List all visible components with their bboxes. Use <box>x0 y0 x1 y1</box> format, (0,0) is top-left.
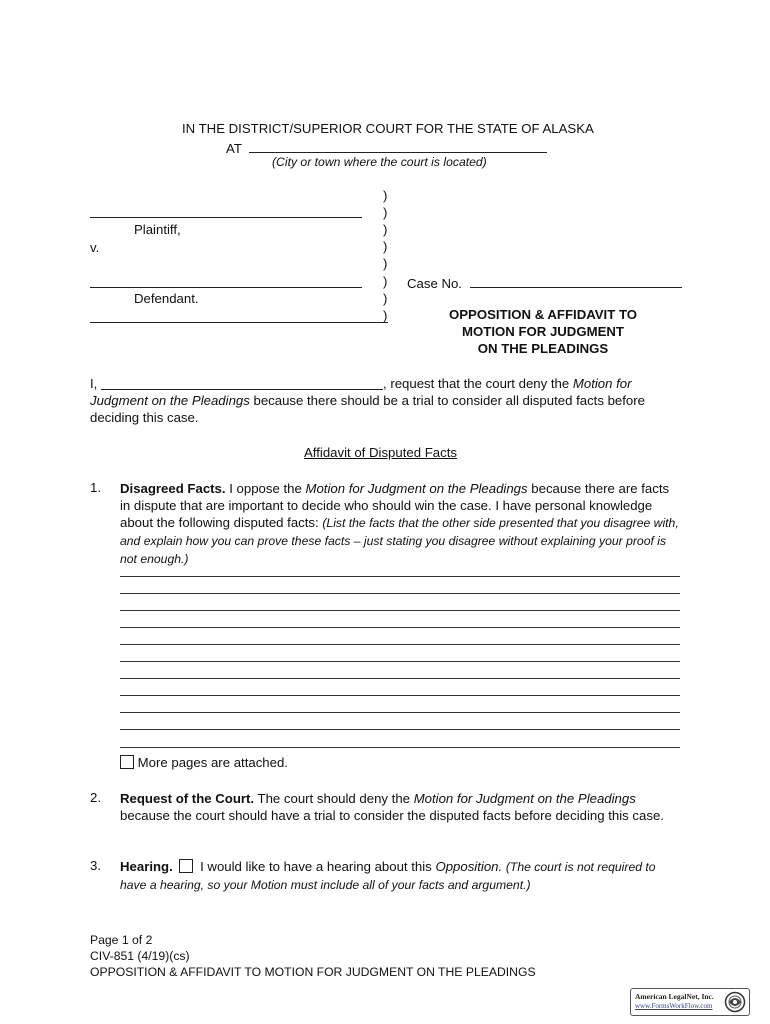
section3-opposition: Opposition. <box>435 859 503 874</box>
publisher-emblem-icon <box>724 991 746 1013</box>
disputed-facts-line[interactable] <box>120 644 680 645</box>
footer-page-number: Page 1 of 2 <box>90 933 153 947</box>
publisher-name: American LegalNet, Inc. <box>635 992 714 1001</box>
title-line-2: MOTION FOR JUDGMENT <box>462 324 624 339</box>
footer <box>90 932 536 980</box>
more-pages-label: More pages are attached. <box>137 755 288 770</box>
title-line-3: ON THE PLEADINGS <box>477 341 609 356</box>
hearing-checkbox[interactable] <box>179 859 193 873</box>
section1-text-a: I oppose the <box>229 481 302 496</box>
section3-paragraph <box>120 858 682 894</box>
section1-instructions: (List the facts that the other side presented that you disagree with, and explain how you can prove these facts – just stating you disagree without explaining your proof is not enough.) <box>120 516 679 566</box>
at-label: AT <box>226 141 242 156</box>
caption-paren: ) <box>383 188 388 203</box>
section3-heading: Hearing. <box>120 859 173 874</box>
section1-heading: Disagreed Facts. <box>120 481 226 496</box>
caption-paren: ) <box>383 308 388 323</box>
publisher-url[interactable]: www.FormsWorkFlow.com <box>635 1002 713 1010</box>
section3-note: (The court is not required to have a hearing, so your Motion must include all of your facts and argument.) <box>120 860 656 892</box>
versus-label: v. <box>90 240 100 255</box>
intro-paragraph <box>90 375 682 426</box>
section1-text-b: because there are facts in dispute that are important to decide who should win the case. I have personal knowledge about the following disputed facts: <box>120 481 670 530</box>
caption-paren: ) <box>383 222 388 237</box>
caption-paren: ) <box>383 291 388 306</box>
intro-motion-title: Motion for Judgment on the Pleadings <box>90 376 632 408</box>
case-no-field[interactable] <box>470 273 682 288</box>
caption-bottom-rule <box>90 308 388 323</box>
more-pages-checkbox[interactable] <box>120 755 134 769</box>
court-location-field[interactable] <box>249 138 547 153</box>
affidavit-heading: Affidavit of Disputed Facts <box>304 445 457 460</box>
disputed-facts-line[interactable] <box>120 729 680 730</box>
disputed-facts-line[interactable] <box>120 610 680 611</box>
section2-motion-title: Motion for Judgment on the Pleadings <box>413 791 636 806</box>
case-no-row <box>407 273 682 291</box>
footer-form-id: CIV-851 (4/19)(cs) <box>90 949 190 963</box>
section1-number: 1. <box>90 480 101 495</box>
disputed-facts-line[interactable] <box>120 678 680 679</box>
declarant-name-field[interactable] <box>101 376 383 390</box>
disputed-facts-line[interactable] <box>120 712 680 713</box>
defendant-label: Defendant. <box>134 291 199 306</box>
plaintiff-label: Plaintiff, <box>134 222 181 237</box>
title-line-1: OPPOSITION & AFFIDAVIT TO <box>448 307 638 322</box>
plaintiff-name-field[interactable] <box>90 203 362 218</box>
disputed-facts-line[interactable] <box>120 627 680 628</box>
section2-number: 2. <box>90 790 101 805</box>
section2-paragraph <box>120 790 682 824</box>
intro-prefix: I, <box>90 376 98 391</box>
disputed-facts-line[interactable] <box>120 747 680 748</box>
section1-paragraph <box>120 480 682 568</box>
section3-number: 3. <box>90 858 101 873</box>
document-title <box>400 306 686 357</box>
publisher-logo <box>630 988 750 1016</box>
more-pages-row <box>120 755 288 770</box>
section3-text-a: I would like to have a hearing about this <box>200 859 432 874</box>
caption-paren: ) <box>383 274 388 289</box>
court-location-row <box>226 138 547 156</box>
defendant-name-field[interactable] <box>90 273 362 288</box>
disputed-facts-line[interactable] <box>120 695 680 696</box>
caption-paren: ) <box>383 239 388 254</box>
disputed-facts-line[interactable] <box>120 661 680 662</box>
court-heading: IN THE DISTRICT/SUPERIOR COURT FOR THE STATE OF ALASKA <box>182 121 594 136</box>
disputed-facts-line[interactable] <box>120 576 680 577</box>
intro-rest: because there should be a trial to consider all disputed facts before deciding this case. <box>90 393 645 425</box>
footer-form-title: OPPOSITION & AFFIDAVIT TO MOTION FOR JUDGMENT ON THE PLEADINGS <box>90 965 536 979</box>
section1-motion-title: Motion for Judgment on the Pleadings <box>305 481 528 496</box>
caption-paren: ) <box>383 256 388 271</box>
section2-text-b: because the court should have a trial to consider the disputed facts before deciding this case. <box>120 808 664 823</box>
caption-paren: ) <box>383 205 388 220</box>
intro-mid: , request that the court deny the <box>383 376 570 391</box>
case-no-label: Case No. <box>407 276 462 291</box>
section2-text-a: The court should deny the <box>257 791 411 806</box>
court-location-hint: (City or town where the court is located) <box>272 155 487 169</box>
disputed-facts-line[interactable] <box>120 593 680 594</box>
section2-heading: Request of the Court. <box>120 791 255 806</box>
